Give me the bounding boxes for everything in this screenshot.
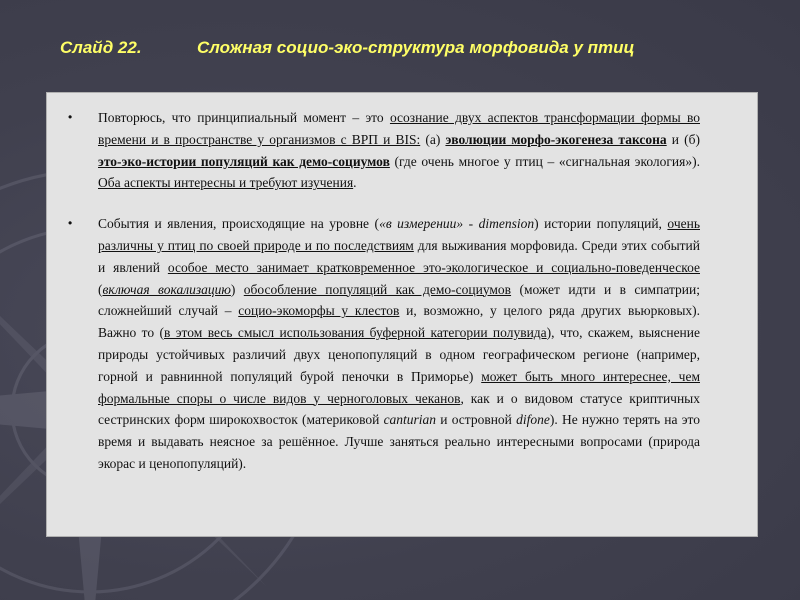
text-run: ). Не нужно терять на это время и выдавать неясное за решённое. Лучше заняться реально интересными вопросами (природа экорас и ценопопуляций).: [98, 412, 700, 471]
text-run: включая вокализацию: [102, 281, 231, 297]
text-run: осознание двух аспектов трансформации формы во времени и в пространстве у организмов с ВРП и BIS:: [98, 110, 700, 147]
text-run: в этом весь смысл использования буферной категории полувида: [164, 325, 547, 341]
text-run: canturian: [383, 412, 437, 428]
text-run: -: [463, 216, 479, 232]
text-run: ) истории популяций,: [534, 216, 668, 232]
text-run: и (б): [666, 131, 700, 147]
slide-number: Слайд 22.: [60, 38, 142, 57]
bullet-marker: •: [68, 216, 73, 231]
text-run: dimension: [478, 216, 535, 232]
text-run: (: [98, 281, 103, 297]
text-run: События и явления, происходящие на уровне (: [98, 216, 380, 232]
bullet-paragraph-1: [68, 107, 700, 194]
text-run: очень различны у птиц по своей природе и по последствиям: [98, 216, 700, 253]
text-run: и, возможно, у целого ряда других вьюрковых). Важно то (: [98, 303, 701, 341]
text-run: Оба аспекты интересны и требуют изучения: [98, 175, 354, 191]
paragraph-2-text: [98, 216, 700, 471]
bullet-marker: •: [68, 110, 73, 124]
text-run: может быть много интереснее, чем формальные споры о числе видов у черноголовых чеканов: [98, 368, 700, 406]
content-box: [46, 92, 758, 537]
text-run: для выживания морфовида. Среди этих событий и явлений: [98, 237, 700, 275]
text-run: (а): [420, 131, 446, 147]
text-run: .: [353, 175, 357, 191]
text-run: ), что, скажем, выяснение природы устойчивых различий двух ценопопуляций в одном географическом регионе (например, горной и равнинной популяций бурой пеночки в Приморье): [98, 325, 701, 384]
text-run: социо-экоморфы у клестов: [238, 303, 400, 319]
text-run: (может идти и в симпатрии; сложнейший случай –: [98, 281, 700, 319]
text-run: обособление популяций как демо-социумов: [243, 281, 512, 297]
text-run: , как и о видовом статусе криптичных сестринских форм широкохвосток (материковой: [98, 390, 701, 428]
text-run: ): [230, 281, 244, 297]
slide-title: Сложная социо-эко-структура морфовида у птиц: [197, 38, 635, 57]
text-run: (где очень многое у птиц – «сигнальная экология»).: [389, 153, 700, 169]
text-run: difone: [516, 412, 550, 428]
text-run: это-эко-истории популяций как демо-социумов: [98, 153, 390, 169]
text-run: особое место занимает кратковременное это-экологическое и социально-поведенческое: [167, 259, 700, 275]
content-text: [68, 107, 701, 494]
text-run: и островной: [436, 412, 517, 428]
bullet-paragraph-2: [68, 213, 701, 475]
text-run: Повторюсь, что принципиальный момент – это: [98, 110, 390, 125]
text-run: эволюции морфо-экогенеза таксона: [445, 131, 667, 147]
paragraph-1-text: [98, 110, 700, 190]
text-run: «в измерении»: [379, 216, 464, 232]
slide-title-bar: [60, 38, 635, 58]
